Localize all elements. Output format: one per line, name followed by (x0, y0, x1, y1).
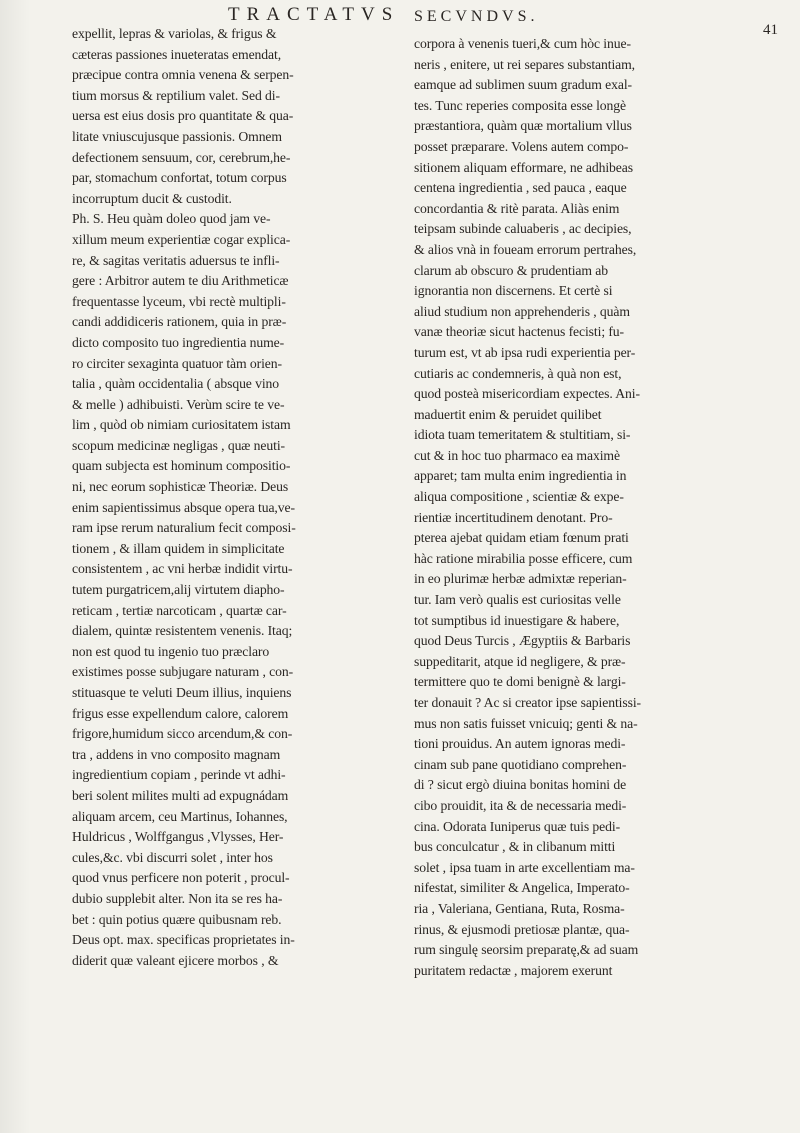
text-line: expellit, lepras & variolas, & frigus & (72, 26, 277, 41)
text-line: beri solent milites multi ad expugnádam (72, 787, 289, 803)
text-line: puritatem redactæ , majorem exerunt (414, 962, 613, 978)
text-line: pterea ajebat quidam etiam fœnum prati (414, 530, 629, 546)
text-line: quod posteà misericordiam expectes. Ani- (414, 386, 640, 402)
page-gutter-shadow (0, 0, 30, 1133)
text-line: enim sapientissimus absque opera tua,ve- (72, 499, 295, 515)
text-line: dialem, quintæ resistentem venenis. Itaq; (72, 623, 293, 639)
text-line: dicto composito tuo ingredientia nume- (72, 334, 285, 350)
text-line: ro circiter sexaginta quatuor tàm orien- (72, 355, 282, 371)
text-line: eamque ad sublimen suum gradum exal- (414, 77, 633, 93)
text-line: Huldricus , Wolffgangus ,Vlysses, Her- (72, 829, 284, 845)
text-line: cules,&c. vbi discurri solet , inter hos (72, 849, 273, 865)
text-line: concordantia & ritè parata. Aliàs enim (414, 200, 620, 216)
text-line: rum singulę seorsim preparatę,& ad suam (414, 942, 639, 958)
text-line: par, stomachum confortat, totum corpus (72, 170, 287, 186)
text-line: ignorantia non discernens. Et certè si (414, 283, 613, 299)
text-line: lim , quòd ob nimiam curiositatem istam (72, 417, 291, 433)
text-line: non est quod tu ingenio tuo præclaro (72, 643, 270, 659)
text-line: quod vnus perficere non poterit , procul- (72, 870, 290, 886)
text-line: aliud studium non apprehenderis , quàm (414, 303, 630, 319)
text-line: clarum ab obscuro & prudentiam ab (414, 262, 608, 278)
text-line: ingredientium copiam , perinde vt adhi- (72, 767, 286, 783)
text-line: corpora à venenis tueri,& cum hòc inue- (414, 36, 631, 51)
text-line: di ? sicut ergò diuina bonitas homini de (414, 777, 627, 793)
text-line: tot sumptibus id inuestigare & habere, (414, 612, 620, 628)
text-line: candi addidiceris rationem, quia in præ- (72, 314, 287, 330)
text-line: termittere quo te domi benignè & largi- (414, 674, 626, 690)
text-line: ram ipse rerum naturalium fecit composi- (72, 520, 296, 536)
text-line: præstantiora, quàm quæ mortalium vllus (414, 118, 632, 134)
text-line: bet : quin potius quære quibusnam reb. (72, 911, 282, 927)
text-line: idiota tuam temeritatem & stultitiam, si- (414, 427, 631, 443)
text-line: cinam sub pane quotidiano comprehen- (414, 756, 627, 772)
text-line: neris , enitere, ut rei separes substantiam, (414, 56, 635, 72)
text-line: consistentem , ac vni herbæ indidit virtu- (72, 561, 293, 577)
text-line: tur. Iam verò qualis est curiositas velle (414, 592, 621, 608)
text-line: tutem purgatricem,alij virtutem diapho- (72, 582, 285, 598)
text-line: tium morsus & reptilium valet. Sed di- (72, 87, 280, 103)
text-line: quod Deus Turcis , Ægyptiis & Barbaris (414, 633, 631, 649)
left-text-column (72, 24, 390, 971)
running-head-left: TRACTATVS (228, 4, 400, 25)
text-line: & melle ) adhibuisti. Verùm scire te ve- (72, 396, 285, 412)
text-line: uersa est eius dosis pro quantitate & qua- (72, 108, 294, 124)
text-line: cæteras passiones inueteratas emendat, (72, 46, 282, 62)
text-line: teipsam subinde caluaberis , ac decipies, (414, 221, 632, 237)
running-head-right: SECVNDVS. (414, 8, 539, 25)
text-line: re, & sagitas veritatis aduersus te infli- (72, 252, 280, 268)
text-line: solet , ipsa tuam in arte excellentiam ma- (414, 859, 635, 875)
text-line: cut & in hoc tuo pharmaco ea maximè (414, 447, 620, 463)
text-line: bus conculcatur , & in clibanum mitti (414, 839, 616, 855)
text-line: rientiæ incertitudinem denotant. Pro- (414, 509, 613, 525)
text-line: reticam , tertiæ narcoticam , quartæ car- (72, 602, 287, 618)
text-line: talia , quàm occidentalia ( absque vino (72, 376, 280, 392)
text-line: incorruptum ducit & custodit. (72, 190, 232, 206)
page-number: 41 (763, 22, 778, 38)
text-line: xillum meum experientiæ cogar explica- (72, 231, 291, 247)
text-line: gere : Arbitror autem te diu Arithmeticæ (72, 273, 289, 289)
text-line: in eo plurimæ herbæ admixtæ reperian- (414, 571, 627, 587)
text-line: tionem , & illam quidem in simplicitate (72, 540, 285, 556)
text-line: mus non satis fuisset vnicuiq; genti & na- (414, 715, 638, 731)
text-line: posset præparare. Volens autem compo- (414, 138, 629, 154)
text-line: frigore,humidum sicco arcendum,& con- (72, 726, 293, 742)
text-line: maduertit enim & peruidet quilibet (414, 406, 602, 422)
text-line: præcipue contra omnia venena & serpen- (72, 67, 294, 83)
text-line: aliqua compositione , scientiæ & expe- (414, 489, 624, 505)
text-line: tes. Tunc reperies composita esse longè (414, 97, 627, 113)
text-line: frequentasse lyceum, vbi rectè multipli- (72, 293, 286, 309)
text-line: Deus opt. max. specificas proprietates in- (72, 932, 295, 948)
text-line: Ph. S. Heu quàm doleo quod jam ve- (72, 211, 271, 227)
text-line: cutiaris ac condemneris, à quà non est, (414, 365, 622, 381)
text-line: litate vniuscujusque passionis. Omnem (72, 128, 282, 144)
text-line: rinus, & ejusmodi pretiosæ plantæ, qua- (414, 921, 630, 937)
text-line: apparet; tam multa enim ingredientia in (414, 468, 627, 484)
text-line: tra , addens in vno composito magnam (72, 746, 281, 762)
right-text-column (414, 34, 756, 981)
text-line: defectionem sensuum, cor, cerebrum,he- (72, 149, 291, 165)
text-line: aliquam arcem, ceu Martinus, Iohannes, (72, 808, 288, 824)
text-line: turum est, vt ab ipsa rudi experientia per- (414, 344, 636, 360)
text-line: & alios vnà in foueam errorum pertrahes, (414, 241, 637, 257)
text-line: nifestat, similiter & Angelica, Imperato- (414, 880, 630, 896)
text-line: ni, nec eorum sophisticæ Theoriæ. Deus (72, 479, 289, 495)
text-line: stituasque te veluti Deum illius, inquiens (72, 685, 292, 700)
text-line: ria , Valeriana, Gentiana, Ruta, Rosma- (414, 900, 625, 916)
text-line: quam subjecta est hominum compositio- (72, 458, 291, 474)
text-line: hàc ratione mirabilia posse efficere, cum (414, 550, 633, 566)
text-line: tioni prouidus. An autem ignoras medi- (414, 736, 626, 752)
text-line: scopum medicinæ negligas , quæ neuti- (72, 437, 285, 453)
text-line: existimes posse subjugare naturam , con- (72, 664, 294, 680)
text-line: centena ingredientia , sed pauca , eaque (414, 180, 627, 196)
text-line: cibo prouidit, ita & de necessaria medi- (414, 797, 627, 813)
text-line: frigus esse expellendum calore, calorem (72, 705, 289, 721)
text-line: suppeditarit, atque id negligere, & præ- (414, 653, 626, 669)
text-line: cina. Odorata Iuniperus quæ tuis pedi- (414, 818, 621, 834)
text-line: vanæ theoriæ sicut hactenus fecisti; fu- (414, 324, 625, 340)
text-line: diderit quæ valeant ejicere morbos , & (72, 952, 279, 968)
text-line: ter donauit ? Ac si creator ipse sapientissi- (414, 695, 641, 710)
text-line: sitionem aliquam efformare, ne adhibeas (414, 159, 633, 175)
text-line: dubio supplebit alter. Non ita se res ha- (72, 890, 283, 906)
